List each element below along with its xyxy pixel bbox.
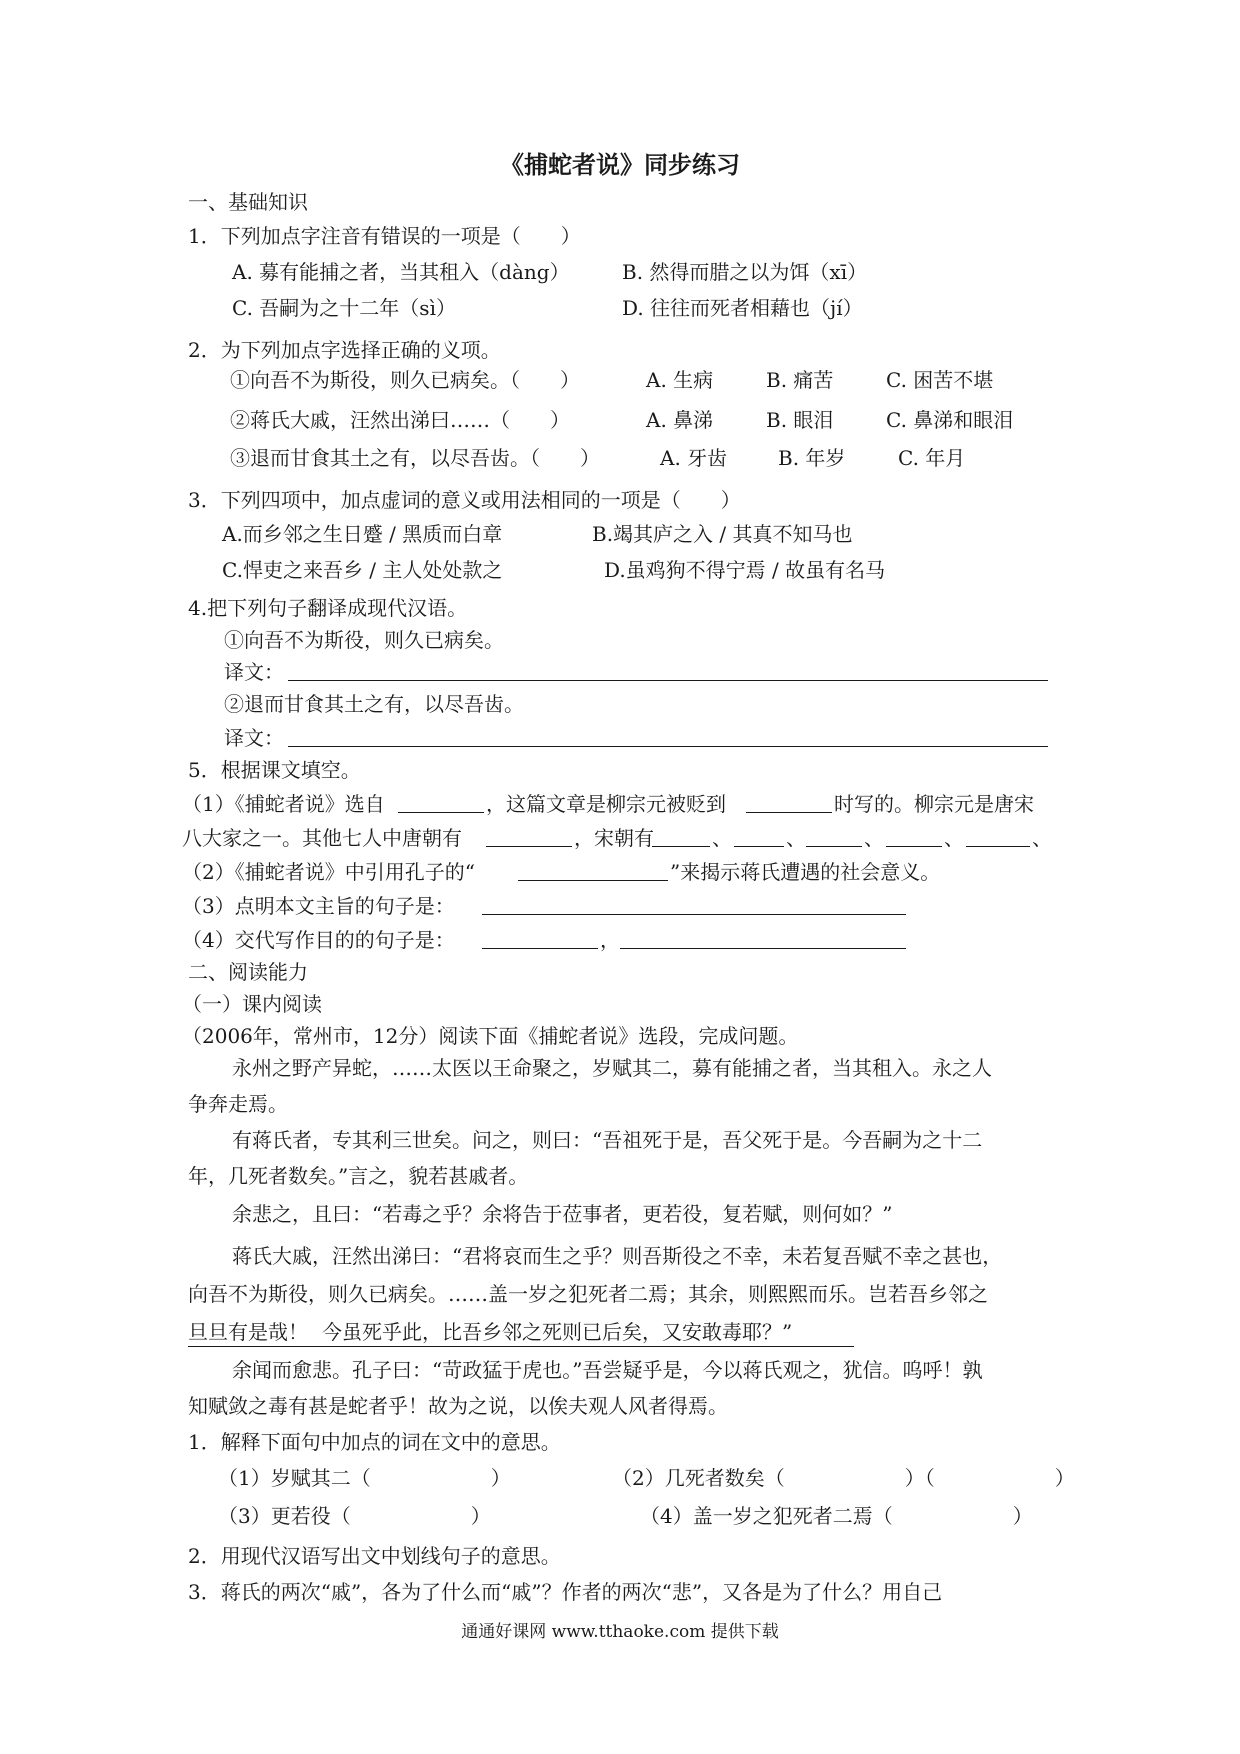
question-4-stem: 4.把下列句子翻译成现代汉语。 bbox=[188, 596, 468, 620]
question-2-sentence-2: ②蒋氏大戚，汪然出涕曰……（ ） bbox=[230, 408, 570, 432]
question-1-option-d: D. 往往而死者相藉也（jí） bbox=[622, 296, 863, 320]
page-title: 《捕蛇者说》同步练习 bbox=[500, 150, 740, 179]
question-3-stem: 3．下列四项中，加点虚词的意义或用法相同的一项是（ ） bbox=[188, 488, 741, 512]
fill-blank-purpose-sentence-2[interactable] bbox=[620, 948, 906, 949]
question-1-option-c: C. 吾嗣为之十二年（sì） bbox=[232, 296, 456, 320]
fill-1-text-a: （1）《捕蛇者说》选自 bbox=[182, 792, 385, 816]
fill-blank-exile-place[interactable] bbox=[746, 812, 832, 813]
reading-question-1-item-3: （3）更若役（ ） bbox=[218, 1504, 491, 1528]
question-2-3-option-a: A. 牙齿 bbox=[660, 446, 728, 470]
question-5-stem: 5．根据课文填空。 bbox=[188, 758, 361, 782]
section-heading-basics: 一、基础知识 bbox=[188, 190, 308, 214]
reading-intro: （2006年，常州市，12分）阅读下面《捕蛇者说》选段，完成问题。 bbox=[182, 1024, 799, 1048]
fill-blank-song-author-2[interactable] bbox=[734, 846, 784, 847]
fill-blank-song-author-5[interactable] bbox=[966, 846, 1030, 847]
passage-line: 知赋敛之毒有甚是蛇者乎！故为之说，以俟夫观人风者得焉。 bbox=[188, 1394, 728, 1418]
separator-mark-1: 、 bbox=[712, 826, 732, 850]
question-2-1-option-c: C. 困苦不堪 bbox=[886, 368, 994, 392]
reading-question-1-item-4: （4）盖一岁之犯死者二焉（ ） bbox=[640, 1504, 1033, 1528]
passage-line: 蒋氏大戚，汪然出涕曰：“君将哀而生之乎？则吾斯役之不幸，未若复吾赋不幸之甚也， bbox=[232, 1244, 1003, 1268]
reading-question-2: 2．用现代汉语写出文中划线句子的意思。 bbox=[188, 1544, 561, 1568]
question-1-stem: 1．下列加点字注音有错误的一项是（ ） bbox=[188, 224, 581, 248]
fill-blank-confucius-quote[interactable] bbox=[518, 880, 668, 881]
question-2-1-option-b: B. 痛苦 bbox=[766, 368, 834, 392]
reading-question-1-item-1: （1）岁赋其二（ ） bbox=[218, 1466, 511, 1490]
fill-5-text-a: （4）交代写作目的的句子是： bbox=[182, 928, 455, 952]
fill-blank-song-author-4[interactable] bbox=[886, 846, 942, 847]
fill-4-text: （3）点明本文主旨的句子是： bbox=[182, 894, 455, 918]
question-2-3-option-c: C. 年月 bbox=[898, 446, 966, 470]
question-2-2-option-a: A. 鼻涕 bbox=[646, 408, 714, 432]
fill-2-text-a: 八大家之一。其他七人中唐朝有 bbox=[182, 826, 462, 850]
reading-question-1-stem: 1．解释下面句中加点的词在文中的意思。 bbox=[188, 1430, 561, 1454]
question-2-sentence-3: ③退而甘食其土之有，以尽吾齿。（ ） bbox=[230, 446, 600, 470]
fill-3-text-b: ”来揭示蒋氏遭遇的社会意义。 bbox=[670, 860, 941, 884]
translation-label-1: 译文： bbox=[224, 660, 284, 684]
passage-line: 向吾不为斯役，则久已病矣。……盖一岁之犯死者二焉；其余，则熙熙而乐。岂若吾乡邻之 bbox=[188, 1282, 988, 1306]
separator-mark-3: 、 bbox=[864, 826, 884, 850]
question-4-sentence-1: ①向吾不为斯役，则久已病矣。 bbox=[224, 628, 504, 652]
reading-question-3: 3．蒋氏的两次“戚”，各为了什么而“戚”？作者的两次“悲”，又各是为了什么？用自己 bbox=[188, 1580, 943, 1604]
section-heading-reading: 二、阅读能力 bbox=[188, 960, 308, 984]
question-2-stem: 2．为下列加点字选择正确的义项。 bbox=[188, 338, 501, 362]
fill-3-text-a: （2）《捕蛇者说》中引用孔子的“ bbox=[182, 860, 475, 884]
passage-line: 永州之野产异蛇，……太医以王命聚之，岁赋其二，募有能捕之者，当其租入。永之人 bbox=[232, 1056, 992, 1080]
fill-blank-tang-author[interactable] bbox=[486, 846, 572, 847]
question-2-sentence-1: ①向吾不为斯役，则久已病矣。（ ） bbox=[230, 368, 580, 392]
question-3-option-c: C.悍吏之来吾乡 / 主人处处款之 bbox=[222, 558, 503, 582]
fill-1-text-c: 时写的。柳宗元是唐宋 bbox=[834, 792, 1034, 816]
fill-5-comma: ， bbox=[600, 928, 620, 952]
translation-label-2: 译文： bbox=[224, 726, 284, 750]
question-2-1-option-a: A. 生病 bbox=[646, 368, 714, 392]
passage-line: 年，几死者数矣。”言之，貌若甚戚者。 bbox=[188, 1164, 529, 1188]
passage-line: 余闻而愈悲。孔子曰：“苛政猛于虎也。”吾尝疑乎是，今以蒋氏观之，犹信。呜呼！孰 bbox=[232, 1358, 983, 1382]
question-3-option-d: D.虽鸡狗不得宁焉 / 故虽有名马 bbox=[604, 558, 886, 582]
question-1-option-a: A. 募有能捕之者，当其租入（dàng） bbox=[232, 260, 570, 284]
translation-answer-line-1[interactable] bbox=[288, 680, 1048, 681]
translation-answer-line-2[interactable] bbox=[288, 746, 1048, 747]
separator-mark-5: 、 bbox=[1032, 826, 1052, 850]
question-4-sentence-2: ②退而甘食其土之有，以尽吾齿。 bbox=[224, 692, 524, 716]
fill-blank-song-author-3[interactable] bbox=[806, 846, 862, 847]
passage-line: 旦旦有是哉！ bbox=[188, 1320, 308, 1344]
reading-question-1-item-2: （2）几死者数矣（ ）（ ） bbox=[612, 1466, 1075, 1490]
fill-blank-theme-sentence[interactable] bbox=[482, 914, 906, 915]
fill-2-text-b: ，宋朝有 bbox=[574, 826, 654, 850]
separator-mark-4: 、 bbox=[944, 826, 964, 850]
question-3-option-b: B.竭其庐之入 / 其真不知马也 bbox=[592, 522, 853, 546]
question-2-2-option-b: B. 眼泪 bbox=[766, 408, 834, 432]
passage-line: 余悲之，且曰：“若毒之乎？余将告于莅事者，更若役，复若赋，则何如？” bbox=[232, 1202, 893, 1226]
fill-blank-purpose-sentence-1[interactable] bbox=[482, 948, 598, 949]
question-2-3-option-b: B. 年岁 bbox=[778, 446, 846, 470]
question-2-2-option-c: C. 鼻涕和眼泪 bbox=[886, 408, 1014, 432]
passage-underlined-sentence: 今虽死乎此，比吾乡邻之死则已后矣，又安敢毒耶？” bbox=[322, 1320, 793, 1344]
passage-line: 争奔走焉。 bbox=[188, 1092, 288, 1116]
subsection-heading-in-class-reading: （一）课内阅读 bbox=[182, 992, 322, 1016]
passage-line: 有蒋氏者，专其利三世矣。问之，则曰：“吾祖死于是，吾父死于是。今吾嗣为之十二 bbox=[232, 1128, 983, 1152]
fill-1-text-b: ，这篇文章是柳宗元被贬到 bbox=[486, 792, 726, 816]
question-1-option-b: B. 然得而腊之以为饵（xī） bbox=[622, 260, 868, 284]
question-3-option-a: A.而乡邻之生日蹙 / 黑质而白章 bbox=[222, 522, 503, 546]
passage-underline bbox=[188, 1346, 854, 1347]
fill-blank-source[interactable] bbox=[398, 812, 484, 813]
separator-mark-2: 、 bbox=[786, 826, 806, 850]
page-footer: 通通好课网 www.tthaoke.com 提供下载 bbox=[461, 1622, 779, 1642]
fill-blank-song-author-1[interactable] bbox=[652, 846, 710, 847]
